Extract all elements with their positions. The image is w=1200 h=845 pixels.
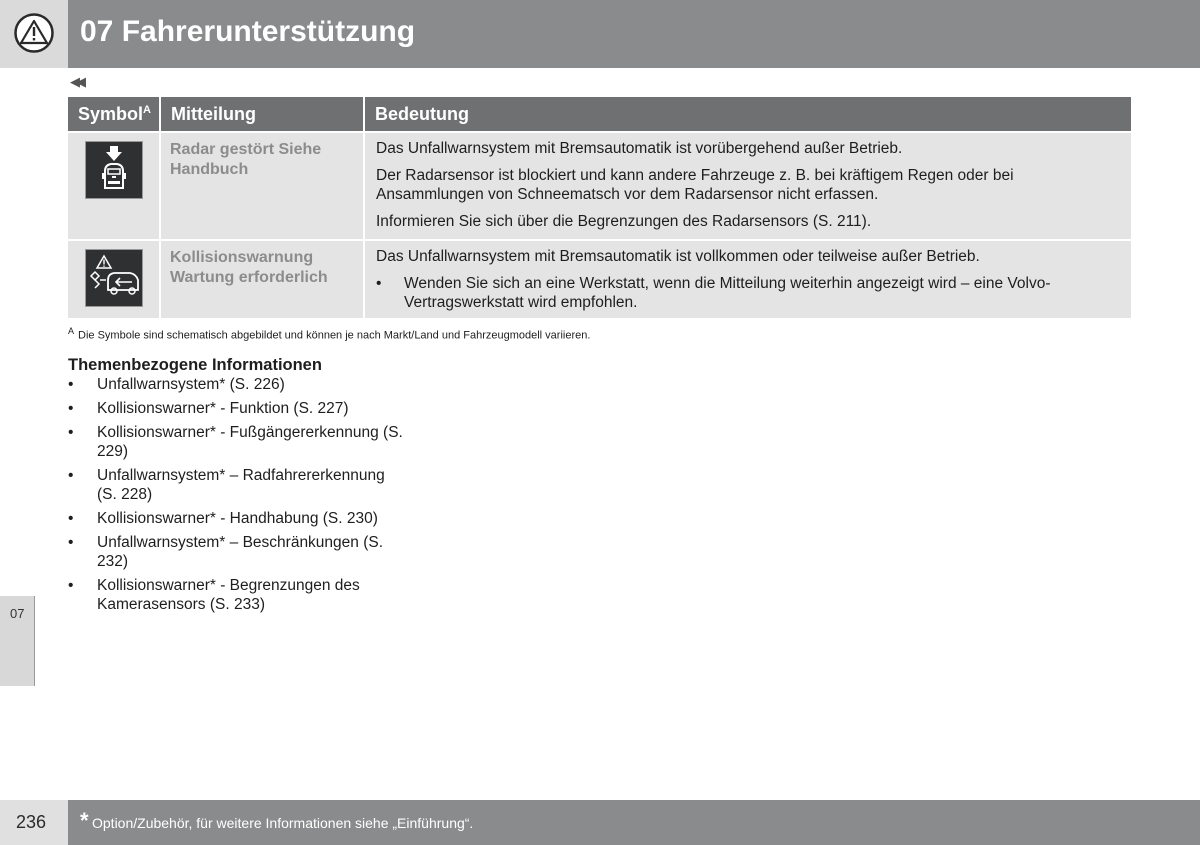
footnote-marker: A [68, 326, 75, 336]
meaning-paragraph: Das Unfallwarnsystem mit Bremsautomatik ist vollkommen oder teilweise außer Betrieb. [376, 248, 980, 265]
column-header-message: Mitteilung [160, 97, 364, 132]
symbol-cell [68, 240, 160, 318]
chapter-title: 07 Fahrerunterstützung [80, 15, 416, 48]
footer-note: Option/Zubehör, für weitere Informationen siehe „Einführung“. [92, 815, 474, 831]
bullet-icon: • [68, 400, 74, 417]
footer-star: * [80, 808, 89, 833]
bullet-icon: • [68, 534, 74, 551]
chapter-icon-box [0, 0, 68, 68]
meaning-bullet-text: Wenden Sie sich an eine Werkstatt, wenn die Mitteilung weiterhin angezeigt wird – eine Volvo-Vertragswerkstatt wird empfohlen. [404, 275, 1051, 311]
chapter-side-tab[interactable] [0, 596, 35, 686]
footnote-text: Die Symbole sind schematisch abgebildet und können je nach Markt/Land und Fahrzeugmodell variieren. [78, 329, 591, 342]
message-title: Radar gestört Siehe Handbuch [170, 141, 322, 178]
meaning-cell [364, 132, 1131, 240]
message-cell [160, 240, 364, 318]
related-link[interactable]: Kollisionswarner* - Handhabung (S. 230) [97, 510, 378, 527]
warning-triangle-icon [14, 13, 54, 53]
related-link[interactable]: Kollisionswarner* - Funktion (S. 227) [97, 400, 349, 417]
radar-blocked-icon [85, 141, 143, 199]
chapter-header [68, 0, 1200, 68]
related-link[interactable]: Unfallwarnsystem* – Radfahrererkennung (S. 228) [97, 467, 385, 503]
meaning-paragraph: Das Unfallwarnsystem mit Bremsautomatik ist vorübergehend außer Betrieb. [376, 140, 903, 157]
column-header-meaning: Bedeutung [364, 97, 1131, 132]
list-item[interactable] [68, 509, 408, 528]
meaning-paragraph: Der Radarsensor ist blockiert und kann andere Fahrzeuge z. B. bei kräftigem Regen oder bei Ansammlungen von Schneematsch vor dem Radarsensor nicht erfassen. [376, 167, 1014, 203]
meaning-cell [364, 240, 1131, 318]
bullet-icon: • [376, 275, 382, 292]
list-item[interactable] [68, 533, 408, 571]
related-link[interactable]: Unfallwarnsystem* – Beschränkungen (S. 232) [97, 534, 384, 570]
table-row [68, 132, 1131, 240]
related-info-heading: Themenbezogene Informationen [68, 356, 322, 374]
bullet-icon: • [68, 510, 74, 527]
table-footnote [68, 326, 590, 342]
message-table [68, 97, 1131, 318]
message-title: Kollisionswarnung Wartung erforderlich [170, 249, 328, 286]
page-number-box [0, 800, 68, 845]
related-link[interactable]: Unfallwarnsystem* (S. 226) [97, 376, 285, 393]
table-row [68, 240, 1131, 318]
list-item[interactable] [68, 576, 408, 614]
meaning-paragraph: Informieren Sie sich über die Begrenzungen des Radarsensors (S. 211). [376, 213, 872, 230]
bullet-icon: • [68, 577, 74, 594]
related-link[interactable]: Kollisionswarner* - Begrenzungen des Kamerasensors (S. 233) [97, 577, 360, 613]
symbol-cell [68, 132, 160, 240]
column-header-symbol: Symbol$^A$ [68, 97, 160, 132]
table-header-row [68, 97, 1131, 132]
list-item[interactable] [68, 423, 408, 461]
list-item[interactable] [68, 466, 408, 504]
footer-bar [68, 800, 1200, 845]
list-item[interactable] [68, 375, 408, 394]
collision-warning-service-icon [85, 249, 143, 307]
bullet-icon: • [68, 424, 74, 441]
continued-from-previous-icon[interactable]: ◀◀ [70, 74, 82, 89]
chapter-side-tab-label: 07 [10, 606, 25, 621]
list-item[interactable] [68, 399, 408, 418]
bullet-icon: • [68, 467, 74, 484]
page-number: 236 [16, 812, 47, 832]
meaning-bullet [376, 274, 1120, 312]
message-cell [160, 132, 364, 240]
related-info-list [68, 375, 408, 619]
related-link[interactable]: Kollisionswarner* - Fußgängererkennung (S. 229) [97, 424, 403, 460]
bullet-icon: • [68, 376, 74, 393]
